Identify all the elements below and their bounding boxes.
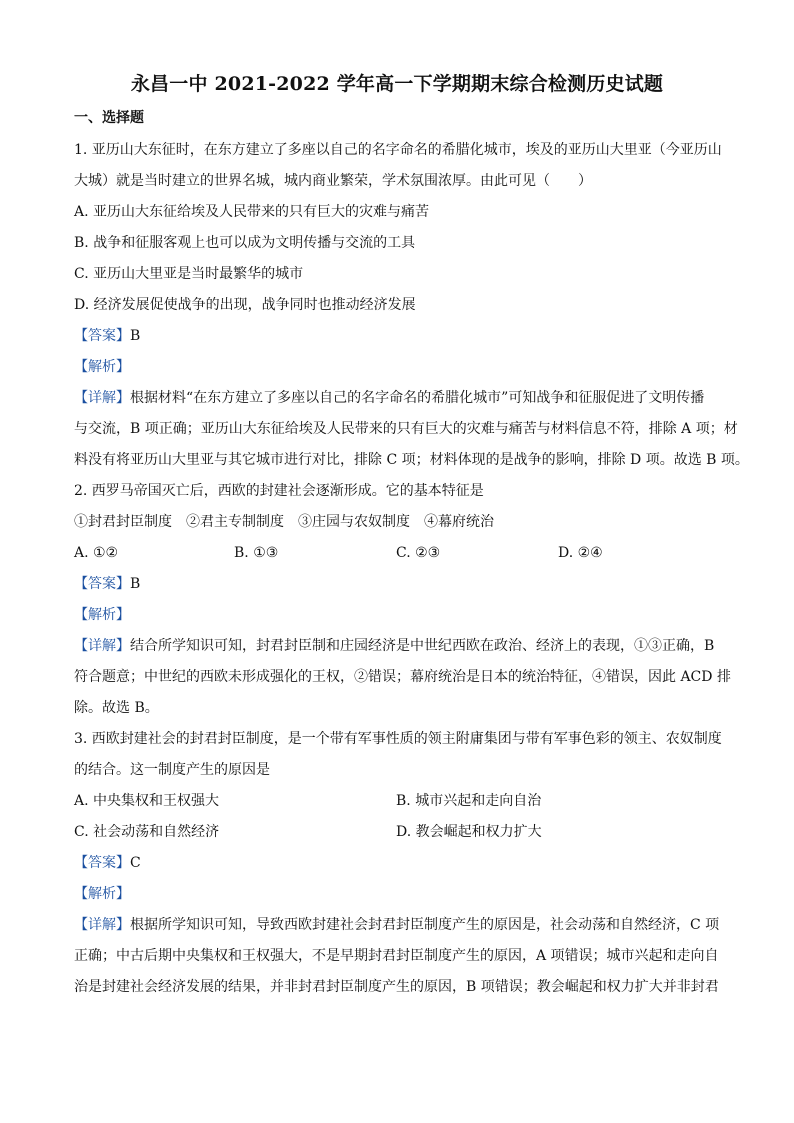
detail-text: 根据所学知识可知，导致西欧封建社会封君封臣制度产生的原因是，社会动荡和自然经济，C 项 bbox=[130, 917, 720, 933]
q3-stem-line-1: 3. 西欧封建社会的封君封臣制度，是一个带有军事性质的领主附庸集团与带有军事色彩的领主、农奴制度 bbox=[74, 731, 722, 747]
page-title: 永昌一中 2021-2022 学年高一下学期期末综合检测历史试题 bbox=[130, 73, 664, 95]
q3-options-row-2 bbox=[74, 822, 724, 842]
q1-option-a: A. 亚历山大东征给埃及人民带来的只有巨大的灾难与痛苦 bbox=[74, 204, 430, 220]
answer-tag: 【答案】 bbox=[74, 576, 130, 592]
analysis-tag: 【解析】 bbox=[74, 607, 130, 623]
q2-detail-line-2: 符合题意；中世纪的西欧未形成强化的王权，②错误；幕府统治是日本的统治特征，④错误，因此 ACD 排 bbox=[74, 669, 731, 685]
analysis-tag: 【解析】 bbox=[74, 359, 130, 375]
detail-tag: 【详解】 bbox=[74, 390, 130, 406]
q2-detail-line-1 bbox=[74, 636, 724, 656]
q1-detail-line-1 bbox=[74, 388, 724, 408]
q2-options-row bbox=[74, 543, 724, 563]
detail-tag: 【详解】 bbox=[74, 917, 130, 933]
q1-option-b: B. 战争和征服客观上也可以成为文明传播与交流的工具 bbox=[74, 235, 416, 251]
q3-detail-line-3: 治是封建社会经济发展的结果，并非封君封臣制度产生的原因，B 项错误；教会崛起和权力扩大并非封君 bbox=[74, 979, 719, 995]
q3-options-row-1 bbox=[74, 791, 724, 811]
q1-option-c: C. 亚历山大里亚是当时最繁华的城市 bbox=[74, 266, 304, 282]
q1-stem-line-1: 1. 亚历山大东征时，在东方建立了多座以自己的名字命名的希腊化城市，埃及的亚历山大里亚（今亚历山 bbox=[74, 142, 722, 158]
q2-items: ①封君封臣制度 ②君主专制制度 ③庄园与农奴制度 ④幕府统治 bbox=[74, 514, 494, 530]
answer-value: B bbox=[130, 576, 141, 592]
q1-detail-line-3: 料没有将亚历山大里亚与其它城市进行对比，排除 C 项；材料体现的是战争的影响，排除 D 项。故选 B 项。 bbox=[74, 452, 749, 468]
q2-answer bbox=[74, 574, 724, 594]
q1-answer bbox=[74, 326, 724, 346]
detail-text: 根据材料“在东方建立了多座以自己的名字命名的希腊化城市”可知战争和征服促进了文明传播 bbox=[130, 390, 705, 406]
answer-value: C bbox=[130, 855, 141, 871]
q1-option-d: D. 经济发展促使战争的出现，战争同时也推动经济发展 bbox=[74, 297, 416, 313]
q3-detail-line-2: 正确；中古后期中央集权和王权强大，不是早期封君封臣制度产生的原因，A 项错误；城市兴起和走向自 bbox=[74, 948, 719, 964]
q3-option-d: D. 教会崛起和权力扩大 bbox=[396, 824, 542, 840]
q2-option-c: C. ②③ bbox=[396, 545, 441, 561]
answer-value: B bbox=[130, 328, 141, 344]
q1-analysis bbox=[74, 357, 724, 377]
q3-answer bbox=[74, 853, 724, 873]
q2-option-b: B. ①③ bbox=[234, 545, 279, 561]
q3-detail-line-1 bbox=[74, 915, 724, 935]
detail-tag: 【详解】 bbox=[74, 638, 130, 654]
answer-tag: 【答案】 bbox=[74, 855, 130, 871]
q1-stem-line-2: 大城）就是当时建立的世界名城，城内商业繁荣，学术氛围浓厚。由此可见（ ） bbox=[74, 173, 592, 189]
q3-option-b: B. 城市兴起和走向自治 bbox=[396, 793, 542, 809]
q3-analysis bbox=[74, 884, 724, 904]
q2-analysis bbox=[74, 605, 724, 625]
analysis-tag: 【解析】 bbox=[74, 886, 130, 902]
q2-option-a: A. ①② bbox=[74, 545, 119, 561]
q3-stem-line-2: 的结合。这一制度产生的原因是 bbox=[74, 762, 270, 778]
q2-option-d: D. ②④ bbox=[558, 545, 603, 561]
answer-tag: 【答案】 bbox=[74, 328, 130, 344]
q3-option-c: C. 社会动荡和自然经济 bbox=[74, 824, 220, 840]
q1-detail-line-2: 与交流，B 项正确；亚历山大东征给埃及人民带来的只有巨大的灾难与痛苦与材料信息不符，排除 A 项；材 bbox=[74, 421, 738, 437]
detail-text: 结合所学知识可知，封君封臣制和庄园经济是中世纪西欧在政治、经济上的表现，①③正确，B bbox=[130, 638, 715, 654]
q2-detail-line-3: 除。故选 B。 bbox=[74, 700, 159, 716]
q2-stem: 2. 西罗马帝国灭亡后，西欧的封建社会逐渐形成。它的基本特征是 bbox=[74, 483, 484, 499]
q3-option-a: A. 中央集权和王权强大 bbox=[74, 793, 220, 809]
section-heading: 一、选择题 bbox=[74, 110, 144, 126]
